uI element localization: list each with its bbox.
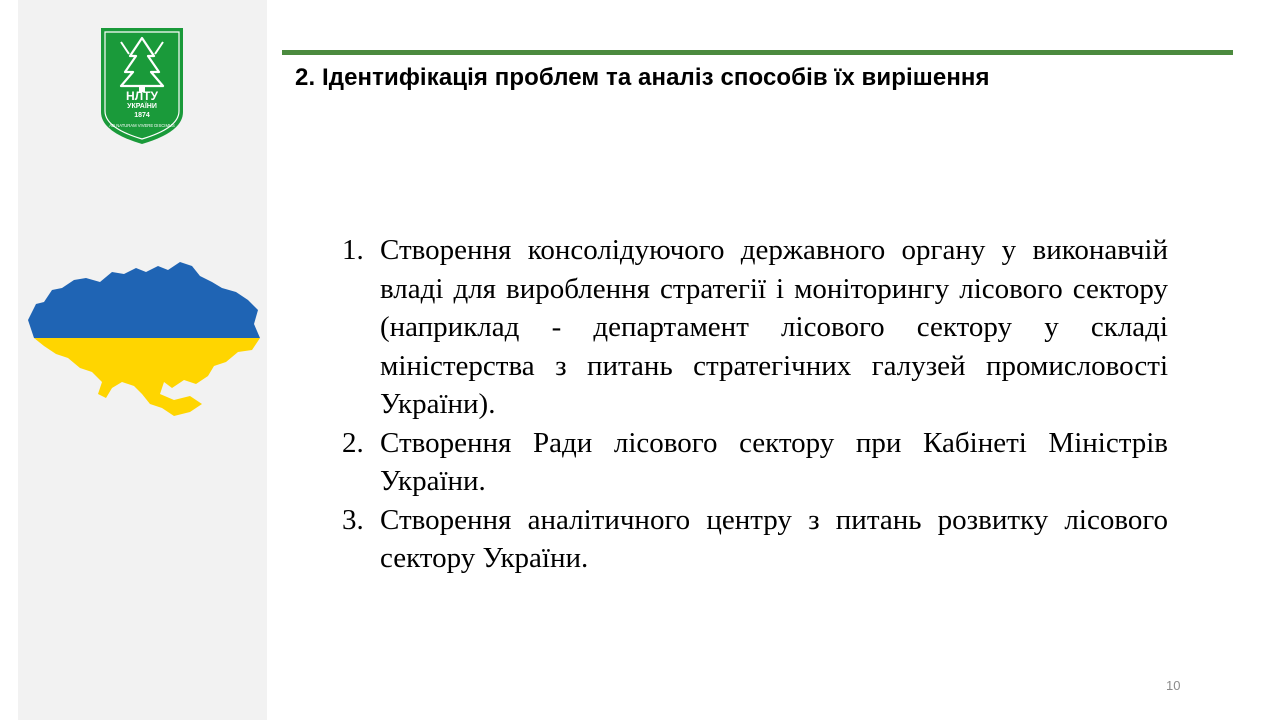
list-item xyxy=(340,424,1168,501)
logo-text-year: 1874 xyxy=(134,112,150,119)
university-logo xyxy=(101,28,183,144)
item-text: Створення консолідуючого державного органу у виконавчій владі для вироблення стратегії і моніторингу лісового сектору (наприклад - департамент лісового сектору у складі міністерства з питань стратегічних галузей промисловості України). xyxy=(380,234,1168,420)
item-number: 3. xyxy=(342,503,364,536)
logo-motto: AD NATURAM VIVERE DISCIMUS xyxy=(109,123,175,128)
list-item xyxy=(340,501,1168,578)
logo-text-main: НЛТУ xyxy=(126,89,158,103)
ukraine-map-icon xyxy=(22,258,262,418)
items-list xyxy=(340,231,1168,578)
slide-title: 2. Ідентифікація проблем та аналіз способів їх вирішення xyxy=(295,64,990,91)
logo-text-country: УКРАЇНИ xyxy=(127,103,157,110)
item-text: Створення Ради лісового сектору при Кабінеті Міністрів України. xyxy=(380,426,1168,497)
item-number: 1. xyxy=(342,234,364,266)
item-number: 2. xyxy=(342,426,364,459)
list-item xyxy=(340,231,1168,424)
page-number: 10 xyxy=(1166,678,1181,693)
item-text: Створення аналітичного центру з питань розвитку лісового сектору України. xyxy=(380,503,1168,574)
title-rule xyxy=(282,50,1233,55)
